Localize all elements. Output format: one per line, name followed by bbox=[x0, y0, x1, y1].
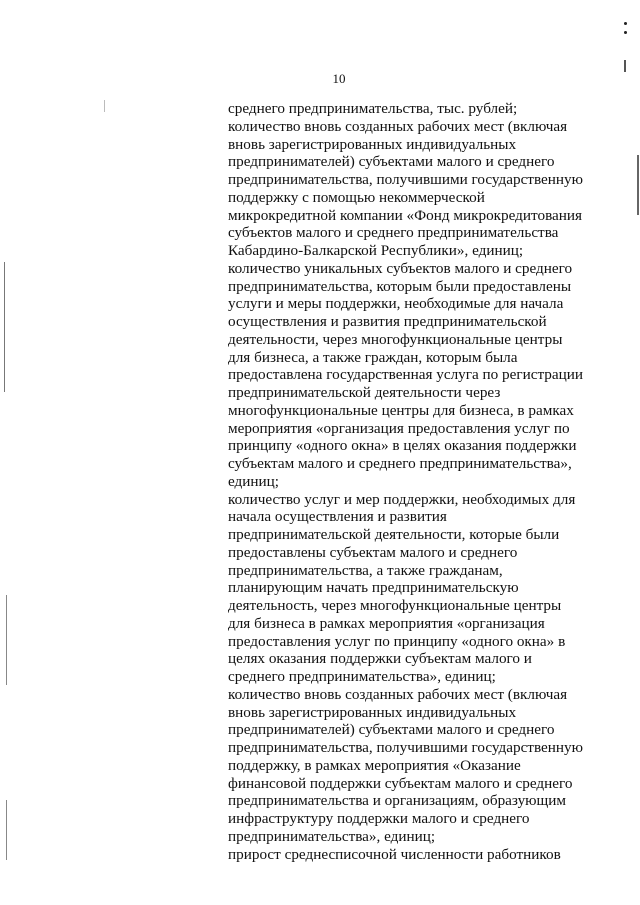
text-line: финансовой поддержки субъектам малого и среднего bbox=[228, 774, 573, 792]
text-line: количество услуг и мер поддержки, необходимых для bbox=[228, 490, 576, 508]
scan-edge-mark bbox=[6, 595, 7, 685]
text-line: предпринимательства и организациям, образующим bbox=[228, 792, 566, 810]
scan-edge-mark bbox=[637, 155, 639, 215]
text-line: деятельности, через многофункциональные центры bbox=[228, 330, 563, 348]
text-line: планирующим начать предпринимательскую bbox=[228, 579, 519, 597]
text-line: деятельность, через многофункциональные центры bbox=[228, 597, 562, 614]
text-line: предпринимательства, получившими государственную bbox=[228, 739, 583, 756]
text-line: предпринимательства», единиц; bbox=[228, 827, 436, 845]
text-line: предоставлена государственная услуга по регистрации bbox=[228, 366, 584, 384]
text-line: предоставления услуг по принципу «одного окна» в bbox=[228, 632, 566, 650]
text-line: предпринимателей) субъектами малого и среднего bbox=[228, 721, 555, 739]
text-line: вновь зарегистрированных индивидуальных bbox=[228, 135, 517, 153]
text-line: предпринимательства, которым были предоставлены bbox=[228, 277, 572, 295]
page-number: 10 bbox=[332, 71, 346, 86]
scan-margin-mark bbox=[104, 100, 105, 112]
text-line: осуществления и развития предпринимательской bbox=[228, 313, 547, 330]
text-line: предпринимательства, получившими государственную bbox=[228, 171, 583, 188]
text-line: предпринимательской деятельности, которые были bbox=[228, 526, 560, 543]
text-line: для бизнеса, а также граждан, которым была bbox=[228, 348, 518, 366]
text-line: принципу «одного окна» в целях оказания поддержки bbox=[228, 437, 577, 455]
text-line: количество вновь созданных рабочих мест (включая bbox=[228, 685, 568, 703]
text-line: Кабардино-Балкарской Республики», единиц; bbox=[228, 242, 524, 259]
text-line: инфраструктуру поддержки малого и среднего bbox=[228, 810, 530, 827]
text-line: субъектам малого и среднего предпринимательства», bbox=[228, 455, 572, 472]
text-line: единиц; bbox=[228, 472, 279, 490]
text-line: услуги и меры поддержки, необходимые для начала bbox=[228, 295, 564, 313]
text-line: среднего предпринимательства, тыс. рублей; bbox=[228, 100, 518, 117]
text-line: прирост среднесписочной численности работников bbox=[228, 845, 561, 863]
text-line: поддержку, в рамках мероприятия «Оказание bbox=[228, 756, 521, 774]
text-line: предпринимательства, а также гражданам, bbox=[228, 561, 503, 579]
text-line: микрокредитной компании «Фонд микрокредитования bbox=[228, 206, 583, 224]
text-line: предпринимательской деятельности через bbox=[228, 384, 501, 401]
scan-edge-mark bbox=[6, 800, 7, 860]
scan-dot-mark bbox=[624, 31, 627, 34]
text-line: для бизнеса в рамках мероприятия «организация bbox=[228, 614, 545, 632]
text-line: предоставлены субъектам малого и среднего bbox=[228, 543, 518, 561]
text-line: начала осуществления и развития bbox=[228, 508, 447, 526]
scan-edge-mark bbox=[4, 262, 5, 392]
text-line: предпринимателей) субъектами малого и среднего bbox=[228, 153, 555, 171]
text-line: вновь зарегистрированных индивидуальных bbox=[228, 703, 517, 721]
document-body bbox=[228, 100, 628, 863]
text-line: поддержку с помощью некоммерческой bbox=[228, 188, 485, 206]
text-line: многофункциональные центры для бизнеса, в рамках bbox=[228, 401, 574, 419]
text-line: мероприятия «организация предоставления услуг по bbox=[228, 419, 570, 437]
text-line: целях оказания поддержки субъектам малого и bbox=[228, 650, 532, 668]
scan-tick-mark bbox=[624, 60, 626, 72]
text-line: количество уникальных субъектов малого и среднего bbox=[228, 259, 573, 277]
text-line: среднего предпринимательства», единиц; bbox=[228, 668, 496, 685]
scan-dot-mark bbox=[624, 22, 627, 25]
text-line: количество вновь созданных рабочих мест (включая bbox=[228, 117, 568, 135]
text-line: субъектов малого и среднего предпринимательства bbox=[228, 224, 559, 242]
